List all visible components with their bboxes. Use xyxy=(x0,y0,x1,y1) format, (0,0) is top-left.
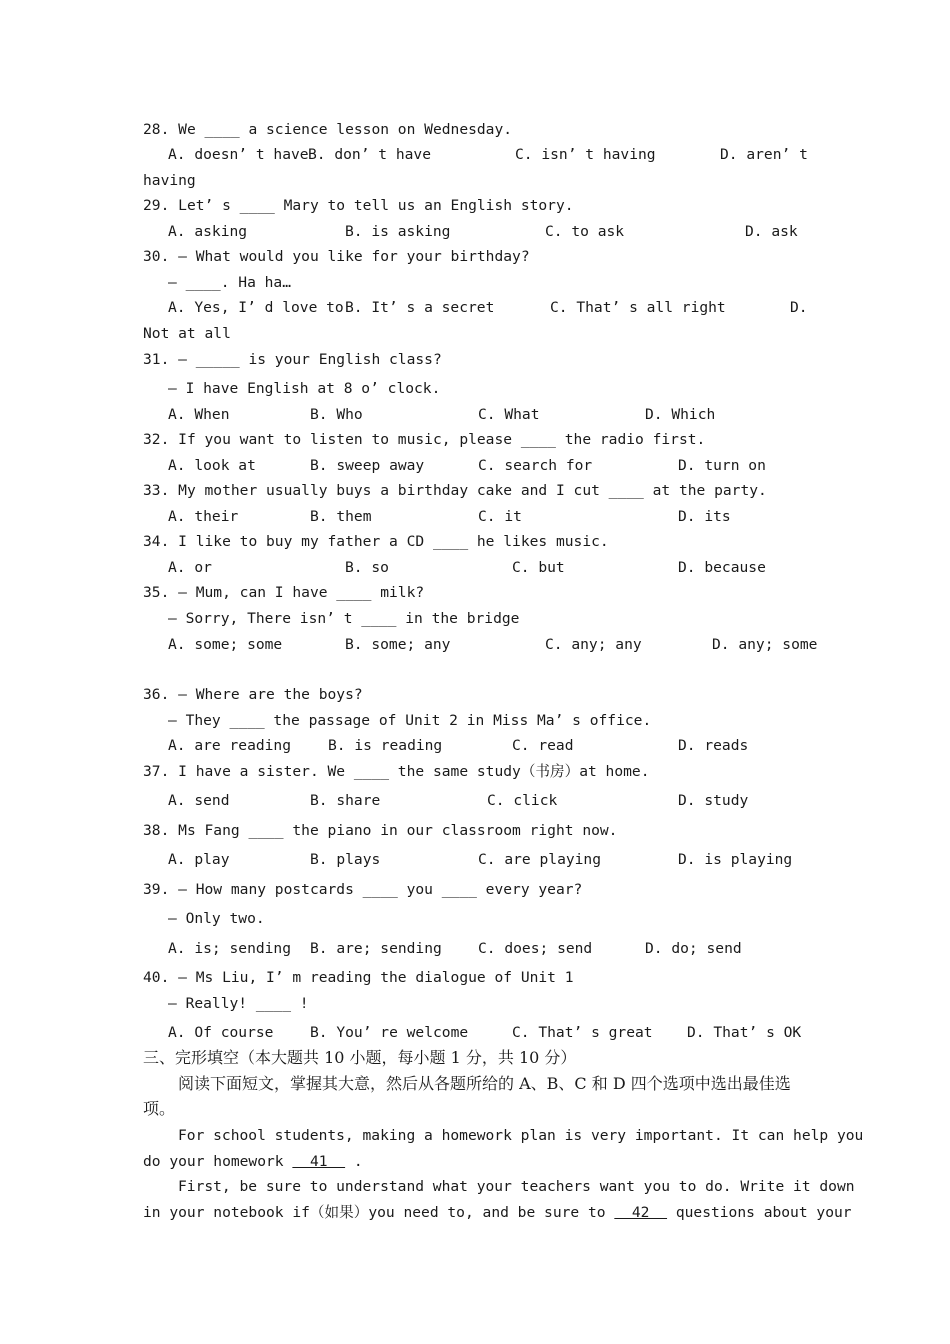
section-heading: 三、完形填空（本大题共 10 小题，每小题 1 分，共 10 分） xyxy=(143,1048,577,1067)
question-stem: 39. — How many postcards ____ you ____ every year? xyxy=(143,881,583,898)
option-d: D. xyxy=(790,299,808,316)
option-wrap: having xyxy=(143,172,196,189)
option-d: D. its xyxy=(678,508,731,525)
option-c: C. does; send xyxy=(478,940,593,957)
question-stem: 30. — What would you like for your birthday? xyxy=(143,248,530,265)
section-instruction: 阅读下面短文，掌握其大意，然后从各题所给的 A、B、C 和 D 四个选项中选出最佳选 xyxy=(178,1074,791,1093)
question-stem: 32. If you want to listen to music, please ____ the radio first. xyxy=(143,431,706,448)
passage-line: For school students, making a homework plan is very important. It can help you xyxy=(178,1127,864,1144)
option-d: D. do; send xyxy=(645,940,742,957)
option-c: C. isn’ t having xyxy=(515,146,656,163)
option-c: C. to ask xyxy=(545,223,625,240)
question-stem-line2: — Really! ____ ! xyxy=(168,995,309,1012)
option-c: C. search for xyxy=(478,457,593,474)
option-c: C. That’ s great xyxy=(512,1024,653,1041)
option-a: A. send xyxy=(168,792,230,809)
option-a: A. or xyxy=(168,559,212,576)
question-stem: 36. — Where are the boys? xyxy=(143,686,363,703)
option-c: C. That’ s all right xyxy=(550,299,726,316)
question-stem: 29. Let’ s ____ Mary to tell us an English story. xyxy=(143,197,574,214)
question-stem-line2: — They ____ the passage of Unit 2 in Miss Ma’ s office. xyxy=(168,712,652,729)
option-a: A. are reading xyxy=(168,737,292,754)
question-stem-line2: — Sorry, There isn’ t ____ in the bridge xyxy=(168,610,520,627)
option-a: A. Yes, I’ d love to xyxy=(168,299,344,316)
question-stem-line2: — Only two. xyxy=(168,910,265,927)
option-a: A. their xyxy=(168,508,239,525)
option-b: B. You’ re welcome xyxy=(310,1024,469,1041)
question-stem: 35. — Mum, can I have ____ milk? xyxy=(143,584,425,601)
question-stem: 33. My mother usually buys a birthday cake and I cut ____ at the party. xyxy=(143,482,767,499)
option-b: B. sweep away xyxy=(310,457,425,474)
option-b: B. are; sending xyxy=(310,940,442,957)
option-d: D. reads xyxy=(678,737,749,754)
question-stem: 40. — Ms Liu, I’ m reading the dialogue of Unit 1 xyxy=(143,969,574,986)
option-a: A. look at xyxy=(168,457,256,474)
option-b: B. share xyxy=(310,792,381,809)
option-c: C. click xyxy=(487,792,558,809)
option-b: B. them xyxy=(310,508,372,525)
option-b: B. Who xyxy=(310,406,363,423)
option-a: A. play xyxy=(168,851,230,868)
option-d: D. Which xyxy=(645,406,716,423)
option-b: B. It’ s a secret xyxy=(345,299,495,316)
question-stem-line2: — ____. Ha ha… xyxy=(168,274,292,291)
option-d: D. any; some xyxy=(712,636,818,653)
question-stem: 31. — _____ is your English class? xyxy=(143,351,442,368)
option-d: D. ask xyxy=(745,223,798,240)
question-stem: 34. I like to buy my father a CD ____ he likes music. xyxy=(143,533,609,550)
section-instruction-wrap: 项。 xyxy=(143,1099,176,1118)
option-b: B. is asking xyxy=(345,223,451,240)
option-c: C. but xyxy=(512,559,565,576)
option-c: C. What xyxy=(478,406,540,423)
option-d: D. aren’ t xyxy=(720,146,808,163)
option-a: A. Of course xyxy=(168,1024,274,1041)
option-b: B. is reading xyxy=(328,737,443,754)
option-c: C. read xyxy=(512,737,574,754)
option-b: B. don’ t have xyxy=(308,146,432,163)
question-stem-line2: — I have English at 8 o’ clock. xyxy=(168,380,441,397)
option-b: B. so xyxy=(345,559,389,576)
option-d: D. study xyxy=(678,792,749,809)
option-d: D. That’ s OK xyxy=(687,1024,802,1041)
option-a: A. doesn’ t have xyxy=(168,146,309,163)
passage-line: do your homework 41 . xyxy=(143,1153,363,1170)
option-d: D. turn on xyxy=(678,457,766,474)
option-a: A. asking xyxy=(168,223,248,240)
option-d: D. because xyxy=(678,559,766,576)
option-b: B. some; any xyxy=(345,636,451,653)
question-stem: 28. We ____ a science lesson on Wednesday. xyxy=(143,121,513,138)
passage-line: in your notebook if（如果）you need to, and be sure to 42 questions about your xyxy=(143,1204,852,1221)
option-wrap: Not at all xyxy=(143,325,231,342)
option-a: A. is; sending xyxy=(168,940,292,957)
option-c: C. it xyxy=(478,508,522,525)
option-b: B. plays xyxy=(310,851,381,868)
question-stem: 37. I have a sister. We ____ the same study（书房）at home. xyxy=(143,763,650,780)
option-a: A. When xyxy=(168,406,230,423)
option-c: C. are playing xyxy=(478,851,602,868)
option-a: A. some; some xyxy=(168,636,283,653)
blank-42: 42 xyxy=(614,1204,668,1221)
option-c: C. any; any xyxy=(545,636,642,653)
blank-41: 41 xyxy=(292,1153,346,1170)
passage-line: First, be sure to understand what your teachers want you to do. Write it down xyxy=(178,1178,855,1195)
question-stem: 38. Ms Fang ____ the piano in our classroom right now. xyxy=(143,822,618,839)
option-d: D. is playing xyxy=(678,851,793,868)
